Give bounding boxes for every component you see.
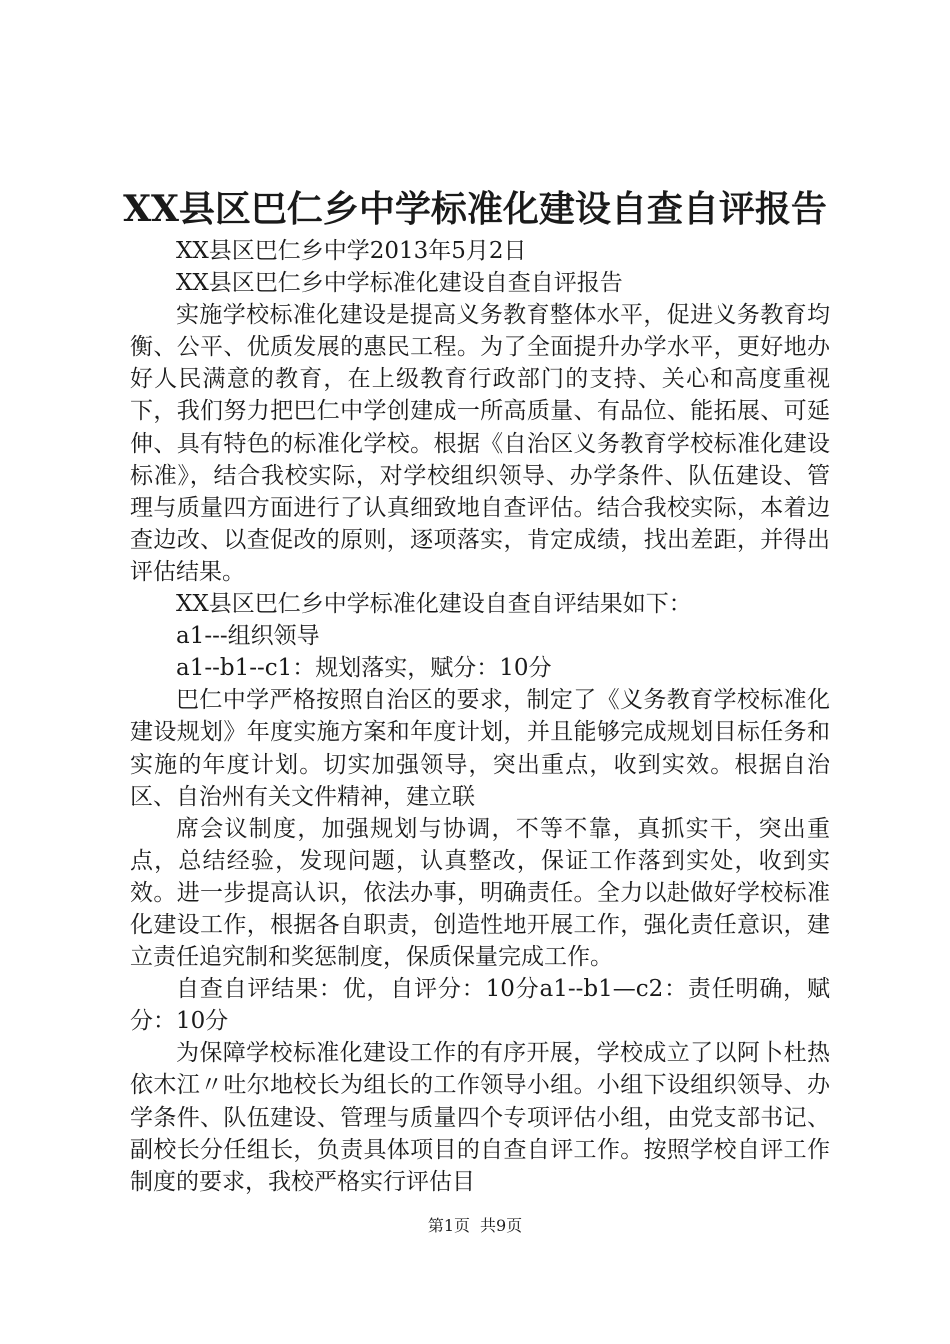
page-number: 第1页 xyxy=(427,1216,470,1235)
paragraph-report-name: XX县区巴仁乡中学标准化建设自查自评报告 xyxy=(176,270,623,297)
page-footer xyxy=(0,1214,950,1238)
paragraph-intro: 实施学校标准化建设是提高义务教育整体水平，促进义务教育均衡、公平、优质发展的惠民工程。为了全面提升办学水平，更好地办好人民满意的教育，在上级教育行政部门的支持、关心和高度重视下，我们努力把巴仁中学创建成一所高质量、有品位、能拓展、可延伸、具有特色的标准化学校。根据《自治区义务教育学校标准化建设标准》，结合我校实际，对学校组织领导、办学条件、队伍建设、管理与质量四方面进行了认真细致地自查评估。结合我校实际，本着边查边改、以查促改的原则，逐项落实，肯定成绩，找出差距，并得出评估结果。 xyxy=(130,302,830,585)
document-body xyxy=(130,235,830,1198)
paragraph-c1-detail: 巴仁中学严格按照自治区的要求，制定了《义务教育学校标准化建设规划》年度实施方案和年度计划，并且能够完成规划目标任务和实施的年度计划。切实加强领导，突出重点，收到实效。根据自治区、自治州有关文件精神，建立联 xyxy=(130,687,830,810)
paragraph-c2-detail: 为保障学校标准化建设工作的有序开展，学校成立了以阿卜杜热依木江〃吐尔地校长为组长的工作领导小组。小组下设组织领导、办学条件、队伍建设、管理与质量四个专项评估小组，由党支部书记、副校长分任组长，负责具体项目的自查自评工作。按照学校自评工作制度的要求，我校严格实行评估目 xyxy=(130,1040,830,1195)
paragraph-c1-continued: 席会议制度，加强规划与协调，不等不靠，真抓实干，突出重点，总结经验，发现问题，认真整改，保证工作落到实处，收到实效。进一步提高认识，依法办事，明确责任。全力以赴做好学校标准化建设工作，根据各自职责，创造性地开展工作，强化责任意识，建立责任追究制和奖惩制度，保质保量完成工作。 xyxy=(130,815,830,971)
paragraph-section-a1: a1---组织领导 xyxy=(176,623,320,650)
paragraph-results-heading: XX县区巴仁乡中学标准化建设自查自评结果如下： xyxy=(176,591,692,618)
paragraph-c1-result: 自查自评结果：优，自评分：10分a1--b1—c2：责任明确，赋分：10分 xyxy=(130,976,830,1035)
paragraph-item-c1: a1--b1--c1：规划落实，赋分：10分 xyxy=(176,655,552,682)
paragraph-school-date: XX县区巴仁乡中学2013年5月2日 xyxy=(176,238,527,264)
total-pages: 共9页 xyxy=(480,1216,523,1235)
document-title: XX县区巴仁乡中学标准化建设自查自评报告 xyxy=(123,188,827,230)
